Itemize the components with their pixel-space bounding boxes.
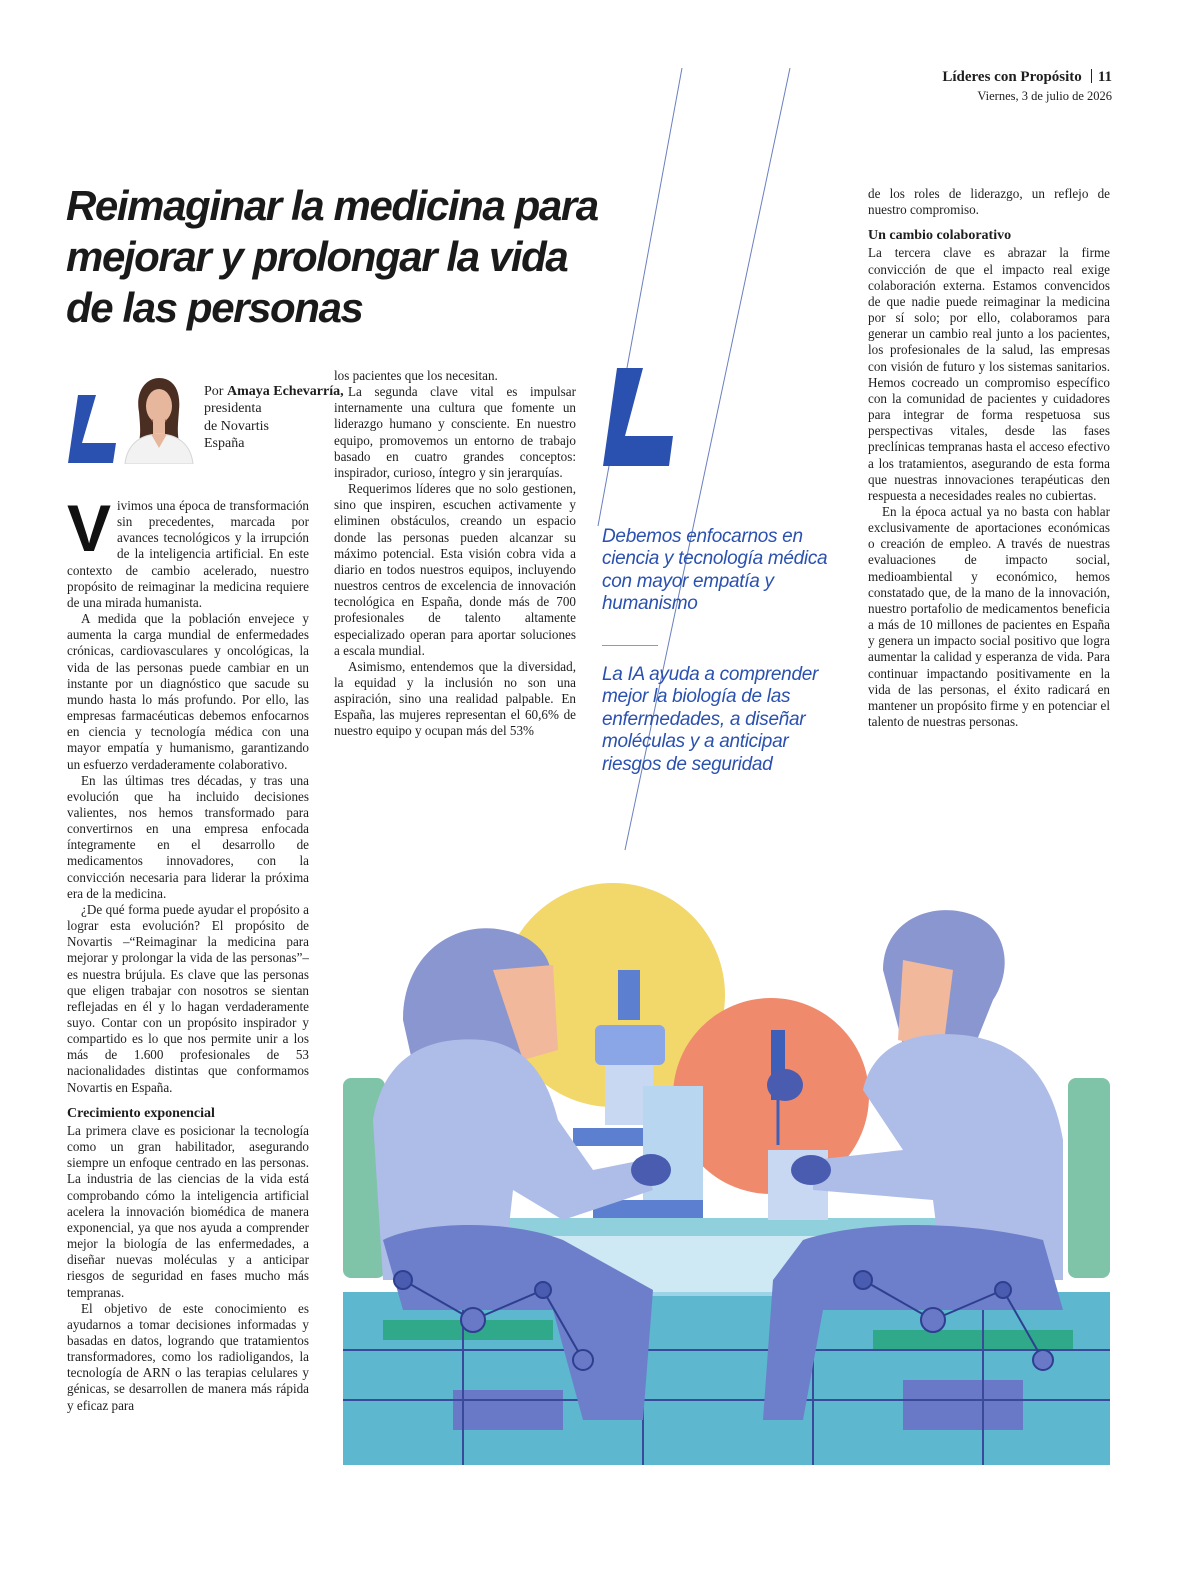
paragraph	[67, 491, 309, 611]
author-name: Amaya Echevarría,	[226, 384, 344, 399]
paragraph: La primera clave es posicionar la tecnología como un gran habilitador, asegurando siempre un enfoque centrado en las personas. La industria de las ciencias de la vida está comprobando cómo la inteligencia artificial acelera la innovación biomédica de manera exponencial, ya que nos ayuda a comprender mejor la biología de las enfermedades, a diseñar nuevas moléculas y a anticipar riesgos de seguridad en fases mucho más tempranas.	[67, 1122, 309, 1300]
article-column-3	[868, 186, 1110, 730]
section-name: Líderes con Propósito	[942, 69, 1082, 85]
paragraph: En las últimas tres décadas, y tras una evolución que ha incluido decisiones valientes, nos hemos transformado para convertirnos en una empresa enfocada íntegramente en el desarrollo de medicamentos innovadores, con la convicción necesaria para liderar la próxima era de la medicina.	[67, 772, 309, 901]
author-role-line-3: España	[204, 435, 245, 451]
page-number: 11	[1097, 69, 1112, 85]
paragraph: Asimismo, entendemos que la diversidad, la equidad y la inclusión no son una aspiración, sino una realidad palpable. En España, las mujeres representan el 60,6% de nuestro equipo y ocupan más del 53%	[334, 658, 576, 739]
pull-quote-2: La IA ayuda a comprender mejor la biología de las enfermedades, a diseñar moléculas y a anticipar riesgos de seguridad	[602, 664, 819, 775]
paragraph: ¿De qué forma puede ayudar el propósito a lograr esta evolución? El propósito de Novartis –“Reimaginar la medicina para mejorar y prolongar la vida de las personas”– es nuestra brújula. Es clave que las personas que eligen trabajar con nosotros se sientan reflejadas en él y lo hagan verdaderamente suyo. Contar con un propósito inspirador y compartido es lo que nos permite unir a los más de 1.600 profesionales de 53 nacionalidades distintas que conformamos Novartis en España.	[67, 901, 309, 1095]
article-column-2	[334, 368, 576, 740]
floor-block	[453, 1390, 563, 1430]
paragraph: La segunda clave vital es impulsar internamente una cultura que fomente un liderazgo humano y consciente. En nuestro equipo, promovemos un entorno de trabajo basado en cuatro grandes conceptos: inspirador, curioso, íntegro y sin jerarquías.	[334, 384, 576, 480]
author-role-line-2: de Novartis	[204, 418, 269, 434]
scientists-illustration	[343, 860, 1110, 1465]
paragraph-text: ivimos una época de transformación sin precedentes, marcada por avances tecnológicos y la irrupción de la inteligencia artificial. En este contexto de cambio acelerado, nuestro propósito de reimaginar la medicina requiere de una mirada humanista.	[67, 498, 309, 610]
pull-quote-divider	[602, 645, 658, 646]
paragraph: Requerimos líderes que no solo gestionen, sino que inspiren, escuchen activamente y eliminen obstáculos, creando un espacio donde las personas pueden alcanzar su máximo potencial. Esta visión cobra vida a diario en todos nuestros equipos, incluyendo nuestros centros de excelencia de innovación tecnológica en España, donde más de 700 profesionales de talento altamente especializado operan para aportar soluciones a escala mundial.	[334, 481, 576, 658]
header-divider	[1091, 69, 1092, 83]
novartis-mark-icon	[68, 395, 116, 463]
floor-block	[903, 1380, 1023, 1430]
issue-date: Viernes, 3 de julio de 2026	[977, 89, 1112, 103]
floor-stripe	[873, 1330, 1073, 1350]
author-role-line-1: presidenta	[204, 401, 262, 417]
article-headline: Reimaginar la medicina para mejorar y prolongar la vida de las personas	[66, 182, 598, 331]
paragraph: El objetivo de este conocimiento es ayudarnos a tomar decisiones informadas y basadas en datos, logrando que tratamientos transformadores, como los radioligandos, la tecnología de ARN o las terapias celulares y génicas, se desarrollen de manera más rápida y eficaz para	[67, 1300, 309, 1413]
subheading: Crecimiento exponencial	[67, 1105, 215, 1121]
author-photo	[117, 372, 197, 464]
byline-por: Por	[204, 384, 224, 399]
article-column-1	[67, 491, 309, 1414]
floor-panel	[343, 1292, 1110, 1465]
author-byline	[204, 383, 344, 452]
drop-cap: V	[67, 491, 112, 565]
novartis-mark-large-icon	[603, 368, 673, 466]
right-chair	[1068, 1078, 1110, 1278]
paragraph: En la época actual ya no basta con hablar exclusivamente de aportaciones económicas o creación de empleo. A través de nuestras evaluaciones de impacto social, medioambiental y económico, hemos constatado que, de la mano de la innovación, nuestro portafolio de medicamentos beneficia a más de 10 millones de pacientes en España y genera un impacto social positivo que logra aumentar la calidad y esperanza de vida. Para continuar impactando positivamente en la vida de las personas, el éxito radicará en mantener un propósito firme y en potenciar el talento de nuestras personas.	[868, 503, 1110, 729]
subheading: Un cambio colaborativo	[868, 228, 1012, 244]
paragraph: los pacientes que los necesitan.	[334, 368, 498, 383]
page-header	[942, 68, 1112, 104]
pull-quote-1: Debemos enfocarnos en ciencia y tecnología médica con mayor empatía y humanismo	[602, 526, 828, 615]
paragraph: de los roles de liderazgo, un reflejo de nuestro compromiso.	[868, 186, 1110, 218]
paragraph: La tercera clave es abrazar la firme convicción de que el impacto real exige colaboración externa. Estamos convencidos de que nadie puede reimaginar la medicina por sí solo; por ello, colaboramos para generar un cambio real junto a los pacientes, los profesionales de la salud, las empresas con visión de futuro y los sistemas sanitarios. Hemos cocreado un compromiso específico con la comunidad de pacientes y cuidadores para integrar de forma respetuosa sus perspectivas vitales, desde las fases preclínicas tempranas hasta el acceso efectivo a los tratamientos, asegurando de esta forma que nuestras innovaciones terapéuticas den respuesta a necesidades reales no cubiertas.	[868, 245, 1110, 503]
paragraph: A medida que la población envejece y aumenta la carga mundial de enfermedades crónicas, cardiovasculares y oncológicas, la vida de las personas puede cambiar en un instante por un diagnóstico que sacude su mundo hasta lo más profundo. Por ello, las empresas farmacéuticas debemos enfocarnos en ciencia y tecnología médica con una mayor empatía y humanismo, garantizando un esfuerzo verdaderamente colaborativo.	[67, 611, 309, 772]
